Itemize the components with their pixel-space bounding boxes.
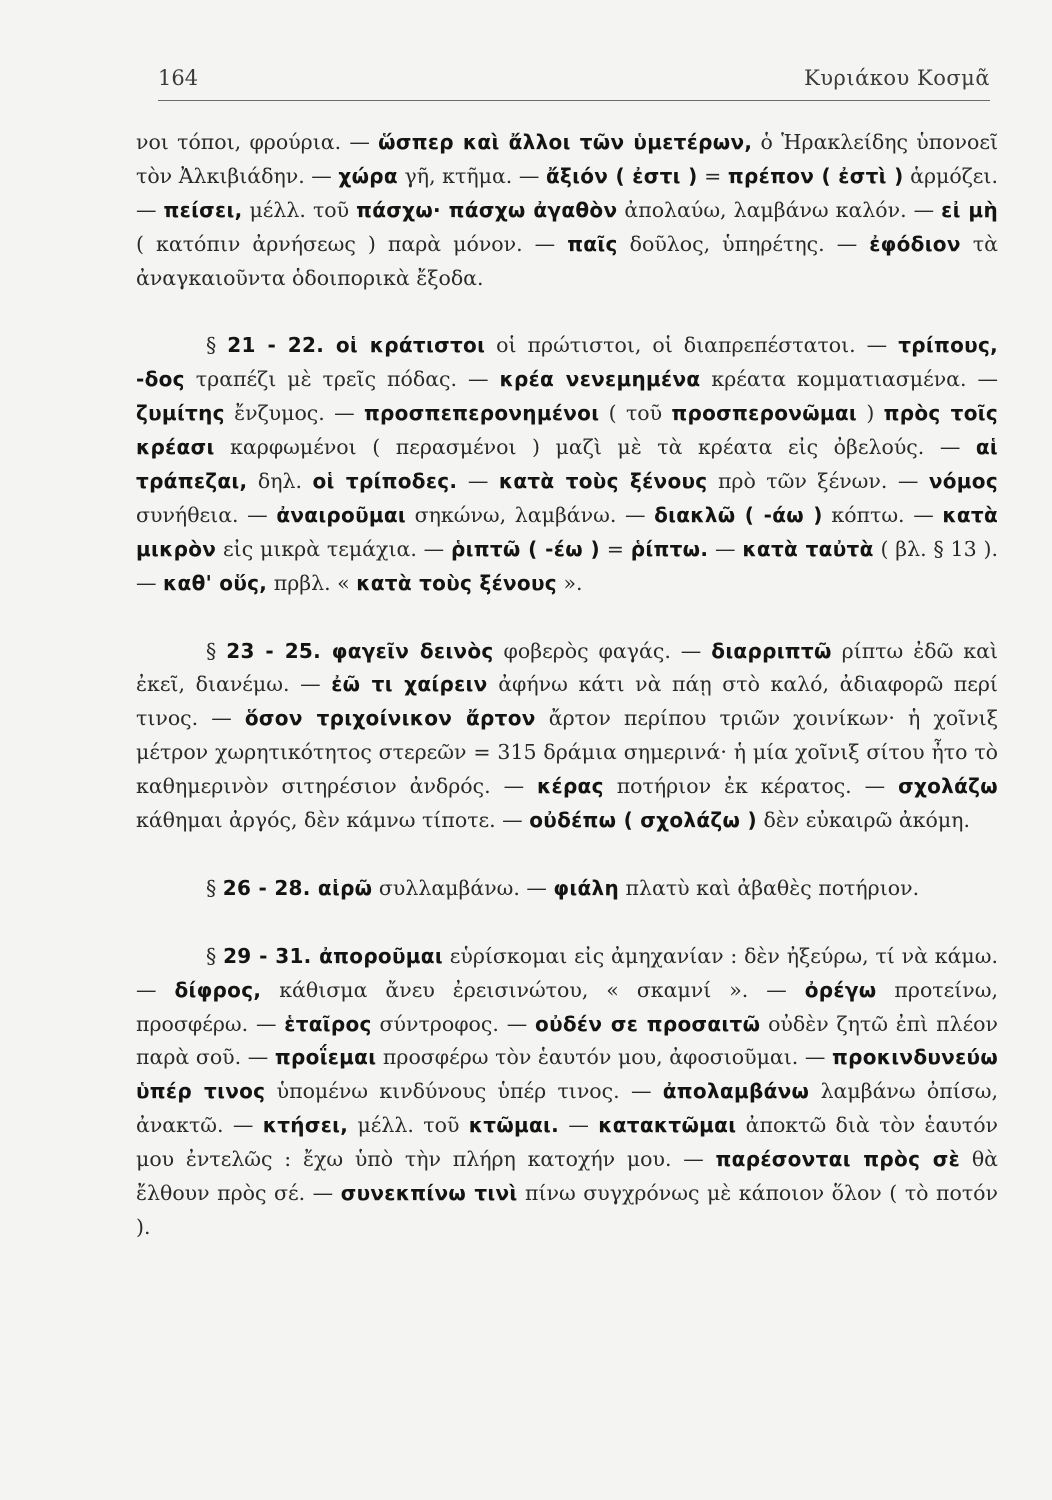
lemma-term: τρίπους, -δος bbox=[136, 333, 998, 392]
gloss-text: ». bbox=[556, 570, 583, 595]
gloss-text: γῆ, κτῆμα. — bbox=[397, 163, 546, 188]
gloss-text: ἔνζυμος. — bbox=[224, 401, 364, 426]
gloss-text: κάθημαι ἀργός, δὲν κάμνω τίποτε. — bbox=[136, 808, 530, 833]
lemma-term: κατακτῶμαι bbox=[598, 1113, 737, 1138]
section-sign: § bbox=[206, 943, 224, 968]
lemma-term: προσπερονῶμαι bbox=[671, 401, 858, 426]
lemma-term: καθ' οὕς, bbox=[163, 570, 268, 595]
gloss-text: δηλ. bbox=[247, 469, 313, 494]
paragraph-2 bbox=[136, 329, 998, 600]
gloss-text: σύντροφος. — bbox=[371, 1011, 536, 1036]
gloss-text: πλατὺ καὶ ἀβαθὲς ποτήριον. bbox=[619, 875, 920, 900]
paragraph-5 bbox=[136, 940, 998, 1245]
lemma-term: οὐδέν σε προσαιτῶ bbox=[535, 1011, 761, 1036]
lemma-term: κατὰ τοὺς ξένους bbox=[356, 570, 557, 595]
gloss-text: τὰ ἀναγκαιοῦντα ὁδοιπορικὰ ἔξοδα. bbox=[136, 231, 998, 290]
lemma-term: εἰ μὴ bbox=[941, 197, 998, 222]
lemma-term: πείσει, bbox=[163, 197, 243, 222]
gloss-text: ( βλ. § 13 ). — bbox=[136, 536, 998, 595]
lemma-term: κατὰ τοὺς ξένους bbox=[498, 469, 708, 494]
gloss-text: ρίπτω ἐδῶ καὶ ἐκεῖ, διανέμω. — bbox=[136, 638, 998, 697]
gloss-text: φοβερὸς φαγάς. — bbox=[493, 638, 712, 663]
gloss-text: προτείνω, προσφέρω. — bbox=[136, 977, 998, 1036]
gloss-text: πίνω συγχρόνως μὲ κάποιον ὅλον ( τὸ ποτόν ). bbox=[136, 1181, 998, 1239]
lemma-term: διαρριπτῶ bbox=[711, 638, 832, 663]
gloss-text: συνήθεια. — bbox=[136, 502, 277, 527]
gloss-text: — bbox=[457, 469, 499, 494]
paragraph-3 bbox=[136, 635, 998, 838]
lemma-term: σχολάζω bbox=[898, 774, 998, 799]
section-sign: § bbox=[206, 875, 223, 900]
lemma-term: ὅσον τριχοίνικον ἄρτον bbox=[244, 706, 536, 731]
lemma-term: κατὰ μικρὸν bbox=[136, 502, 998, 561]
gloss-text: = bbox=[599, 536, 631, 561]
gloss-text: = bbox=[697, 163, 728, 188]
lemma-term: κρέα νενεμημένα bbox=[499, 367, 701, 392]
lemma-term: παρέσονται πρὸς σὲ bbox=[715, 1147, 961, 1172]
lemma-term: δίφρος, bbox=[174, 977, 262, 1002]
lemma-term: ὀρέγω bbox=[804, 977, 877, 1002]
gloss-text: ) bbox=[857, 401, 884, 426]
gloss-text: οἱ πρώτιστοι, οἱ διαπρεπέστατοι. — bbox=[485, 333, 899, 358]
lemma-term: 29 - 31. ἀποροῦμαι bbox=[223, 943, 443, 968]
lemma-term: κέρας bbox=[537, 774, 604, 799]
gloss-text: τραπέζι μὲ τρεῖς πόδας. — bbox=[184, 367, 500, 392]
lemma-term: αἱ τράπεζαι, bbox=[136, 435, 998, 494]
lemma-term: 23 - 25. φαγεῖν δεινὸς bbox=[226, 638, 494, 663]
gloss-text: ποτήριον ἐκ κέρατος. — bbox=[603, 774, 899, 799]
paragraph-4 bbox=[136, 872, 998, 906]
gloss-text: κόπτω. — bbox=[822, 502, 943, 527]
gloss-text: — bbox=[708, 536, 743, 561]
gloss-text: προσφέρω τὸν ἑαυτόν μου, ἀφοσιοῦμαι. — bbox=[376, 1045, 833, 1070]
lemma-term: κτήσει, bbox=[262, 1113, 349, 1138]
lemma-term: προσπεπερονημένοι bbox=[363, 401, 600, 426]
lemma-term: συνεκπίνω τινὶ bbox=[340, 1181, 518, 1206]
gloss-text: κρέατα κομματιασμένα. — bbox=[700, 367, 999, 392]
section-sign: § bbox=[206, 638, 227, 663]
lemma-term: ἀπολαμβάνω bbox=[662, 1079, 810, 1104]
gloss-text: ( τοῦ bbox=[599, 401, 672, 426]
lemma-term: ἐῶ τι χαίρειν bbox=[331, 672, 488, 697]
lemma-term: ἄξιόν ( ἐστι ) bbox=[545, 163, 698, 188]
gloss-text: πρὸ τῶν ξένων. — bbox=[707, 469, 929, 494]
gloss-text: — bbox=[559, 1113, 599, 1138]
lemma-term: ῥιπτῶ ( -έω ) bbox=[451, 536, 600, 561]
gloss-text: θὰ ἔλθουν πρὸς σέ. — bbox=[136, 1147, 999, 1206]
lemma-term: ὥσπερ καὶ ἄλλοι τῶν ὑμετέρων, bbox=[378, 130, 753, 154]
gloss-text: ὑπομένω κινδύνους ὑπέρ τινος. — bbox=[265, 1079, 663, 1104]
lemma-term: ζυμίτης bbox=[136, 401, 225, 426]
gloss-text: λαμβάνω ὀπίσω, ἀνακτῶ. — bbox=[136, 1079, 998, 1138]
gloss-text: νοι τόποι, φρούρια. — bbox=[136, 130, 379, 154]
section-sign: § bbox=[206, 333, 228, 358]
gloss-text: ὁ Ἡρακλείδης ὑπονοεῖ τὸν Ἀλκιβιάδην. — bbox=[136, 130, 998, 188]
lemma-term: κτῶμαι. bbox=[468, 1113, 560, 1138]
gloss-text: οὐδὲν ζητῶ ἐπὶ πλέον παρὰ σοῦ. — bbox=[136, 1011, 998, 1070]
lemma-term: παῖς bbox=[567, 231, 618, 256]
gloss-text: καρφωμένοι ( περασμένοι ) μαζὶ μὲ τὰ κρέατα εἰς ὀβελούς. — bbox=[214, 435, 976, 460]
gloss-text: δοῦλος, ὑπηρέτης. — bbox=[617, 231, 870, 256]
gloss-text: εὑρίσκομαι εἰς ἀμηχανίαν : δὲν ἠξεύρω, τί νὰ κάμω. — bbox=[136, 943, 998, 1002]
gloss-text: δὲν εὐκαιρῶ ἀκόμη. bbox=[756, 808, 970, 833]
gloss-text: ἀπολαύω, λαμβάνω καλόν. — bbox=[617, 197, 942, 222]
gloss-text: σηκώνω, λαμβάνω. — bbox=[406, 502, 655, 527]
lemma-term: 21 - 22. οἱ κράτιστοι bbox=[227, 333, 486, 358]
gloss-text: ( κατόπιν ἀρνήσεως ) παρὰ μόνον. — bbox=[136, 231, 568, 256]
lemma-term: προΐεμαι bbox=[274, 1045, 377, 1070]
gloss-text: πρβλ. « bbox=[267, 570, 357, 595]
lemma-term: χώρα bbox=[338, 163, 398, 188]
lemma-term: ἀναιροῦμαι bbox=[276, 502, 407, 527]
lemma-term: νόμος bbox=[928, 469, 999, 494]
gloss-text: συλλαμβάνω. — bbox=[372, 875, 554, 900]
commentary-body bbox=[136, 126, 998, 1245]
gloss-text: κάθισμα ἄνευ ἐρεισινώτου, « σκαμνί ». — bbox=[261, 977, 805, 1002]
page-number: 164 bbox=[158, 66, 199, 90]
lemma-term: πάσχω· πάσχω ἀγαθὸν bbox=[356, 197, 618, 222]
lemma-term: οἱ τρίποδες. bbox=[312, 469, 458, 494]
lemma-term: ἑταῖρος bbox=[284, 1011, 372, 1036]
gloss-text: μέλλ. τοῦ bbox=[242, 197, 357, 222]
page-header bbox=[158, 60, 990, 101]
lemma-term: ῥίπτω. bbox=[630, 536, 709, 561]
lemma-term: φιάλη bbox=[553, 875, 619, 900]
lemma-term: 26 - 28. αἱρῶ bbox=[222, 875, 373, 900]
gloss-text: ἀφήνω κάτι νὰ πάῃ στὸ καλό, ἀδιαφορῶ περί τινος. — bbox=[136, 672, 998, 731]
lemma-term: οὐδέπω ( σχολάζω ) bbox=[529, 808, 757, 833]
lemma-term: προκινδυνεύω ὑπέρ τινος bbox=[136, 1045, 999, 1104]
lemma-term: ἐφόδιον bbox=[869, 231, 961, 256]
gloss-text: ἀποκτῶ διὰ τὸν ἑαυτόν μου ἐντελῶς : ἔχω ὑπὸ τὴν πλήρη κατοχήν μου. — bbox=[136, 1113, 999, 1172]
gloss-text: εἰς μικρὰ τεμάχια. — bbox=[216, 536, 451, 561]
running-title: Κυριάκου Κοσμᾶ bbox=[804, 66, 990, 90]
paragraph-1 bbox=[136, 126, 998, 296]
lemma-term: πρὸς τοῖς κρέασι bbox=[136, 401, 998, 460]
lemma-term: πρέπον ( ἐστὶ ) bbox=[727, 163, 904, 188]
gloss-text: μέλλ. τοῦ bbox=[348, 1113, 469, 1138]
gloss-text: ἄρτον περίπου τριῶν χοινίκων· ἡ χοῖνιξ μέτρον χωρητικότητος στερεῶν = 315 δράμια σημερινά· ἡ μία χοῖνιξ σίτου ἦτο τὸ καθημερινὸν σιτηρέσιον ἀνδρός. — bbox=[136, 706, 998, 799]
lemma-term: διακλῶ ( -άω ) bbox=[654, 502, 823, 527]
lemma-term: κατὰ ταὐτὰ bbox=[742, 536, 874, 561]
gloss-text: ἁρμόζει. — bbox=[136, 163, 998, 222]
